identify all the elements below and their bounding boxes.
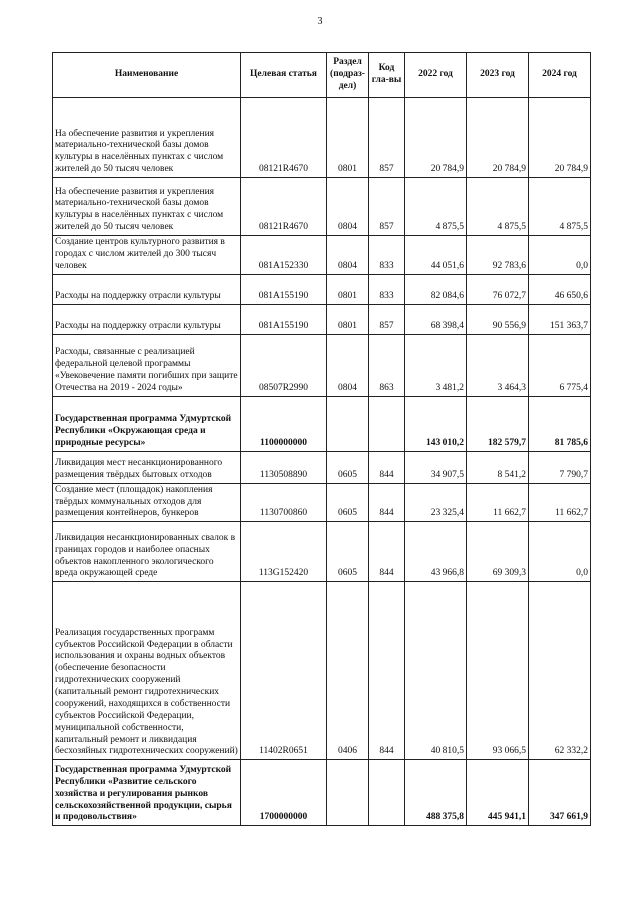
cell-2022: 34 907,5 (405, 451, 467, 483)
cell-target-article: 08121R4670 (241, 178, 327, 236)
cell-2023: 182 579,7 (467, 396, 529, 451)
cell-chapter-code: 857 (369, 304, 405, 334)
table-row (53, 178, 591, 236)
cell-name: Реализация государственных программ субъектов Российской Федерации в области использования и охраны водных объектов (обеспечение безопасности гидротехнических сооружений (капитальный ремонт гидротехнических сооружений, находящихся в собственности субъектов Российской Федерации, муниципальной собственности, капитальный ремонт и ликвидация бесхозяйных гидротехнических сооружений) (53, 582, 241, 760)
cell-target-article: 11402R0651 (241, 582, 327, 760)
header-2024: 2024 год (529, 53, 591, 98)
header-section: Раздел (подраз-дел) (327, 53, 369, 98)
cell-2023: 92 783,6 (467, 236, 529, 275)
cell-target-article: 081A152330 (241, 236, 327, 275)
cell-2022: 143 010,2 (405, 396, 467, 451)
cell-target-article: 1130700860 (241, 483, 327, 522)
cell-target-article: 1130508890 (241, 451, 327, 483)
cell-2024: 0,0 (529, 522, 591, 582)
cell-name: Создание мест (площадок) накопления твёрдых коммунальных отходов для размещения контейнеров, бункеров (53, 483, 241, 522)
cell-2023: 4 875,5 (467, 178, 529, 236)
cell-2024: 62 332,2 (529, 582, 591, 760)
cell-section: 0804 (327, 236, 369, 275)
table-row (53, 334, 591, 396)
cell-section (327, 396, 369, 451)
cell-chapter-code: 844 (369, 522, 405, 582)
cell-2023: 20 784,9 (467, 98, 529, 178)
cell-chapter-code (369, 396, 405, 451)
cell-2023: 11 662,7 (467, 483, 529, 522)
cell-section: 0406 (327, 582, 369, 760)
cell-2023: 3 464,3 (467, 334, 529, 396)
cell-chapter-code: 857 (369, 178, 405, 236)
table-row (53, 451, 591, 483)
cell-2023: 69 309,3 (467, 522, 529, 582)
cell-name: Ликвидация несанкционированных свалок в границах городов и наиболее опасных объектов накопленного экологического вреда окружающей среде (53, 522, 241, 582)
cell-target-article: 081A155190 (241, 304, 327, 334)
cell-2023: 90 556,9 (467, 304, 529, 334)
cell-chapter-code: 844 (369, 483, 405, 522)
cell-2024: 81 785,6 (529, 396, 591, 451)
cell-2022: 4 875,5 (405, 178, 467, 236)
cell-2022: 488 375,8 (405, 760, 467, 826)
cell-name: На обеспечение развития и укрепления материально-технической базы домов культуры в населённых пунктах с числом жителей до 50 тысяч человек (53, 98, 241, 178)
cell-2024: 11 662,7 (529, 483, 591, 522)
cell-section (327, 760, 369, 826)
table-row (53, 236, 591, 275)
cell-section: 0801 (327, 304, 369, 334)
cell-name: Расходы, связанные с реализацией федеральной целевой программы «Увековечение памяти погибших при защите Отечества на 2019 - 2024 годы» (53, 334, 241, 396)
cell-2022: 3 481,2 (405, 334, 467, 396)
header-chapter-code: Код гла-вы (369, 53, 405, 98)
cell-2022: 44 051,6 (405, 236, 467, 275)
cell-2024: 347 661,9 (529, 760, 591, 826)
header-2023: 2023 год (467, 53, 529, 98)
cell-section: 0605 (327, 522, 369, 582)
cell-2024: 20 784,9 (529, 98, 591, 178)
table-row (53, 483, 591, 522)
cell-target-article: 1100000000 (241, 396, 327, 451)
cell-name: Создание центров культурного развития в городах с числом жителей до 300 тысяч человек (53, 236, 241, 275)
cell-2024: 46 650,6 (529, 274, 591, 304)
cell-target-article: 08121R4670 (241, 98, 327, 178)
cell-target-article: 113G152420 (241, 522, 327, 582)
cell-2023: 93 066,5 (467, 582, 529, 760)
cell-chapter-code: 857 (369, 98, 405, 178)
cell-chapter-code: 833 (369, 274, 405, 304)
table-header-row (53, 53, 591, 98)
header-2022: 2022 год (405, 53, 467, 98)
cell-2022: 68 398,4 (405, 304, 467, 334)
cell-chapter-code: 863 (369, 334, 405, 396)
cell-2022: 43 966,8 (405, 522, 467, 582)
cell-2022: 20 784,9 (405, 98, 467, 178)
table-row (53, 396, 591, 451)
budget-table (52, 52, 591, 826)
cell-2023: 445 941,1 (467, 760, 529, 826)
cell-2022: 40 810,5 (405, 582, 467, 760)
cell-target-article: 081A155190 (241, 274, 327, 304)
cell-2024: 7 790,7 (529, 451, 591, 483)
header-name: Наименование (53, 53, 241, 98)
cell-2024: 6 775,4 (529, 334, 591, 396)
cell-2022: 82 084,6 (405, 274, 467, 304)
table-row (53, 274, 591, 304)
cell-2023: 76 072,7 (467, 274, 529, 304)
table-row (53, 304, 591, 334)
table-row (53, 98, 591, 178)
cell-name: Расходы на поддержку отрасли культуры (53, 304, 241, 334)
cell-target-article: 08507R2990 (241, 334, 327, 396)
cell-2024: 151 363,7 (529, 304, 591, 334)
cell-chapter-code: 833 (369, 236, 405, 275)
cell-2022: 23 325,4 (405, 483, 467, 522)
cell-2023: 8 541,2 (467, 451, 529, 483)
cell-chapter-code: 844 (369, 582, 405, 760)
cell-chapter-code: 844 (369, 451, 405, 483)
cell-name: Ликвидация мест несанкционированного размещения твёрдых бытовых отходов (53, 451, 241, 483)
cell-name: Расходы на поддержку отрасли культуры (53, 274, 241, 304)
table-row (53, 522, 591, 582)
cell-section: 0801 (327, 274, 369, 304)
cell-name: Государственная программа Удмуртской Республики «Развитие сельского хозяйства и регулирования рынков сельскохозяйственной продукции, сырья и продовольствия» (53, 760, 241, 826)
cell-target-article: 1700000000 (241, 760, 327, 826)
page-number: 3 (317, 16, 323, 27)
cell-2024: 0,0 (529, 236, 591, 275)
cell-section: 0605 (327, 451, 369, 483)
cell-chapter-code (369, 760, 405, 826)
cell-section: 0801 (327, 98, 369, 178)
cell-name: Государственная программа Удмуртской Республики «Окружающая среда и природные ресурсы» (53, 396, 241, 451)
header-target-article: Целевая статья (241, 53, 327, 98)
cell-section: 0804 (327, 178, 369, 236)
cell-name: На обеспечение развития и укрепления материально-технической базы домов культуры в населённых пунктах с числом жителей до 50 тысяч человек (53, 178, 241, 236)
cell-section: 0804 (327, 334, 369, 396)
table-row (53, 582, 591, 760)
table-row (53, 760, 591, 826)
cell-section: 0605 (327, 483, 369, 522)
cell-2024: 4 875,5 (529, 178, 591, 236)
